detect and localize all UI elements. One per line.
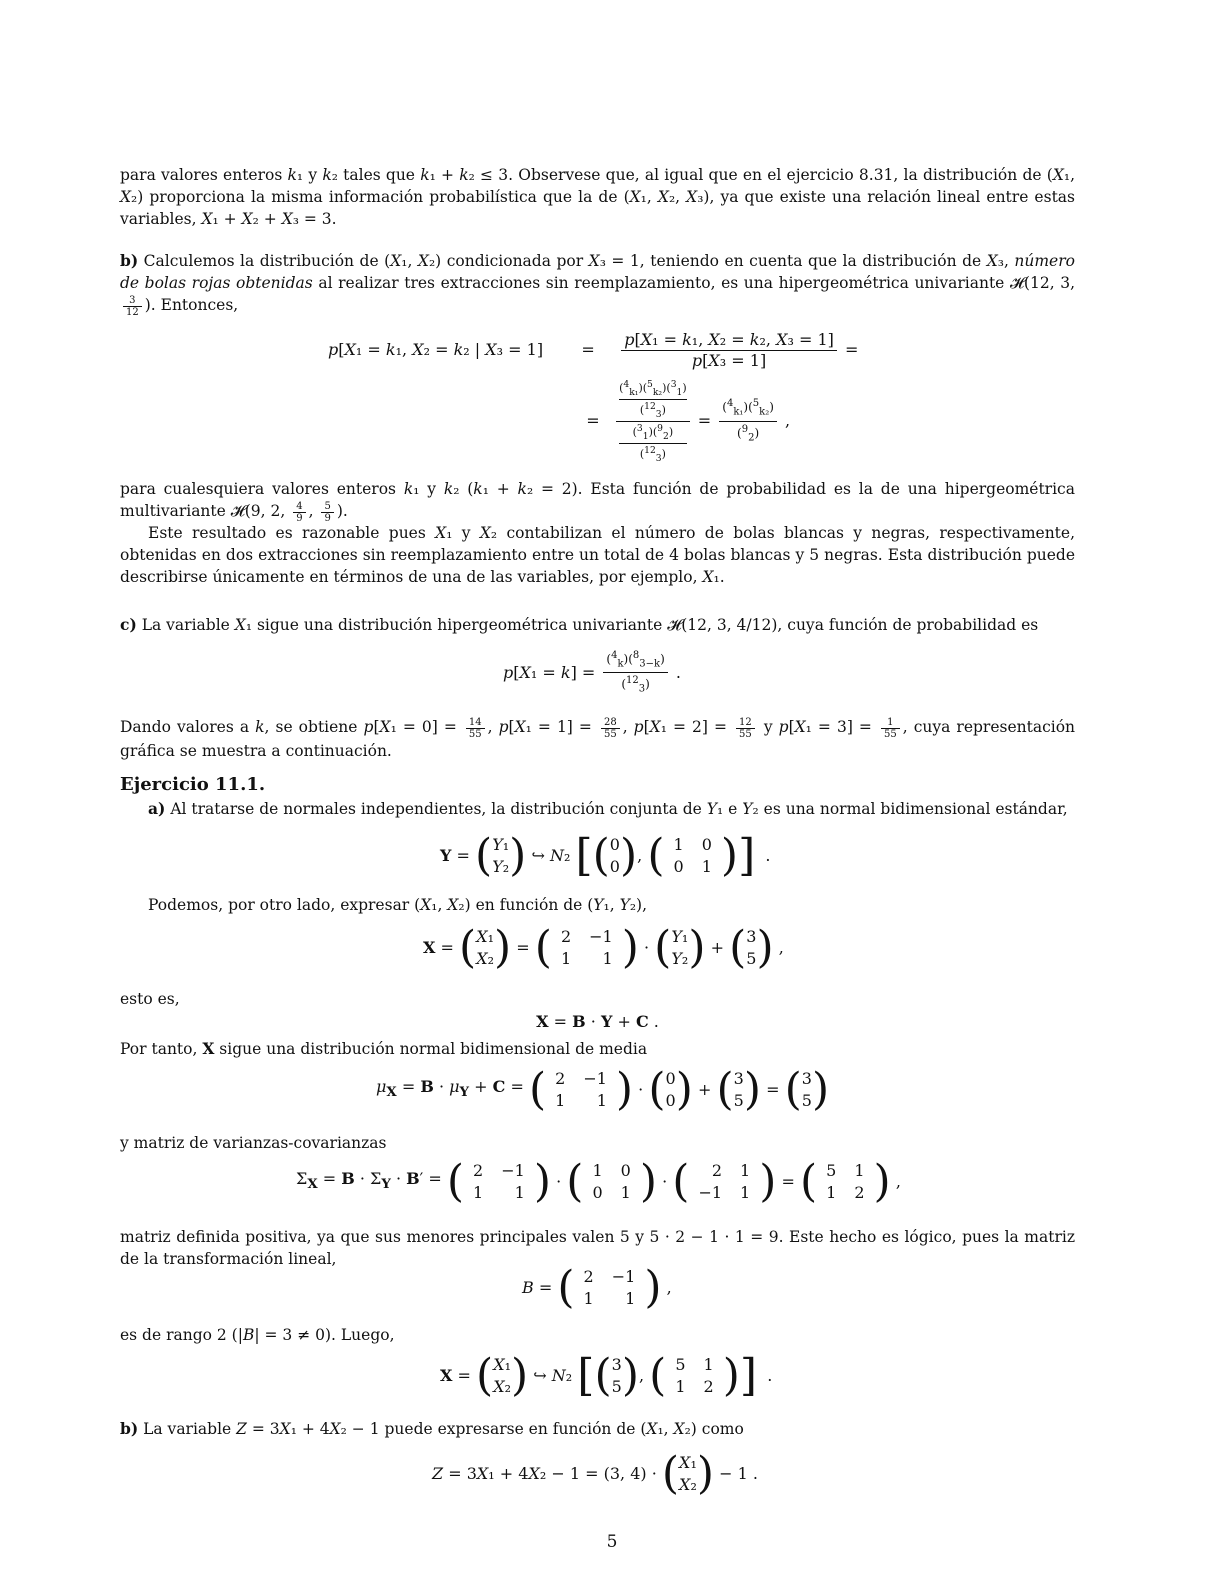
equation-Y-distribution: Y = (Y₁ Y₂) ↪ N₂ [(0 0), ( 1 0 0 1 )] . xyxy=(440,830,771,881)
paragraph-b-intro: b) Calculemos la distribución de (X₁, X₂) condicionada por X₃ = 1, teniendo en cuenta que la distribución de X₃, número de bolas rojas obtenidas al realizar tres extracciones sin reemplazamiento, es una hipergeométrica univariante 𝓗(12, 3, $\frac{3}{12}$ ). Entonces, xyxy=(120,251,1076,318)
paragraph-b-explanation: Este resultado es razonable pues X₁ y X₂ contabilizan el número de bolas blancas y negras, respectivamente, obtenidas en dos extracciones sin reemplazamiento entre un total de 4 bolas blancas y 5 negras. Esta distribución puede describirse únicamente en términos de una de las variables, por ejemplo, X₁. xyxy=(120,524,1076,586)
equation-mean: $\mu_X = B \cdot \mu_Y + C$ = ( 2 −1 1 1 ) · (0 0) + (3 5) = (3 5) xyxy=(376,1064,830,1115)
equation-X-transform: X = (X₁ X₂) = ( 2 −1 1 1 ) · (Y₁ Y₂) + (3 5) , xyxy=(423,922,784,973)
equation-B: B = ( 2 −1 1 1 ) , xyxy=(522,1262,672,1313)
conditional-equation: p[X₁ = k₁, X₂ = k₂ | X₃ = 1] = $\frac{\text{p[X₁ = k₁, X₂ = k₂, X₃ = 1]}}{\text{p[X₃ = 1]}}$ = xyxy=(328,330,859,370)
page-number: 5 xyxy=(606,1532,618,1552)
equation-Z: Z = 3X₁ + 4X₂ − 1 = (3, 4) · (X₁ X₂) − 1 . xyxy=(432,1448,758,1499)
paragraph-c-values: Dando valores a k, se obtiene p[X₁ = 0] = $\frac{14}{55}$ , p[X₁ = 1] = $\frac{28}{55}$ , p[X₁ = 2] = $\frac{12}{55}$ y p[X₁ = 3] = $\frac{1}{55}$ , cuya representación gráfica se muestra a continuación. xyxy=(120,716,1076,760)
paragraph-11h: b) La variable Z = 3X₁ + 4X₂ − 1 puede expresarse en función de (X₁, X₂) como xyxy=(120,1419,744,1438)
paragraph-11b: Podemos, por otro lado, expresar (X₁, X₂) en función de (Y₁, Y₂), xyxy=(148,896,648,914)
paragraph-11c: esto es, xyxy=(120,990,180,1008)
paragraph-11g: es de rango 2 (|B| = 3 ≠ 0). Luego, xyxy=(120,1326,395,1344)
paragraph-b-result: para cualesquiera valores enteros k₁ y k₂ (k₁ + k₂ = 2). Esta función de probabilidad es la de una hipergeométrica multivariante 𝓗(9, 2, $\frac{4}{9}$ , $\frac{5}{9}$ ). xyxy=(120,480,1075,524)
equation-X-distribution: X = (X₁ X₂) ↪ N₂ [(3 5), ( 5 1 1 2 )] . xyxy=(440,1350,773,1401)
paragraph-c-intro: c) La variable X₁ sigue una distribución hipergeométrica univariante 𝓗(12, 3, 4/12), cuya función de probabilidad es xyxy=(120,615,1039,634)
paragraph-11d: Por tanto, X sigue una distribución normal bidimensional de media xyxy=(120,1039,648,1058)
hypergeometric-pmf-equation: p[X₁ = k] = $\frac{(^4_k)(^8_{3-k})}{(^{12}_3)}$ . xyxy=(503,650,681,695)
paragraph-11e: y matriz de varianzas-covarianzas xyxy=(120,1134,387,1152)
paragraph-11f: matriz definida positiva, ya que sus menores principales valen 5 y 5 · 2 − 1 · 1 = 9. Este hecho es lógico, pues la matriz de la transformación lineal, xyxy=(120,1228,1075,1268)
exercise-heading: Ejercicio 11.1. xyxy=(120,774,266,795)
equation-covariance: $\Sigma_X = B \cdot \Sigma_Y \cdot B'$ = ( 2 −1 1 1 ) · ( 1 0 0 1 ) · ( 2 1 −1 1 ) = ( 5 1 1 2 ) , xyxy=(296,1156,901,1207)
equation-XBYC: X = B · Y + C . xyxy=(536,1012,659,1031)
paragraph-11a: a) Al tratarse de normales independientes, la distribución conjunta de Y₁ e Y₂ es una normal bidimensional estándar, xyxy=(148,799,1068,818)
conditional-equation-step2: = ($^4_{k_1}$)($^5_{k_2}$)($^3_1$) ($^{12}_3$) ($^3_1$)($^9_2$) ($^{12}_3$) = $\frac{(^4_{k_1})(^5_{k_2})}{(^9_2)}$ , xyxy=(586,379,791,464)
paragraph-a-conclusion: para valores enteros k₁ y k₂ tales que k₁ + k₂ ≤ 3. Observese que, al igual que en el ejercicio 8.31, la distribución de (X₁, X₂) proporciona la misma información probabilística que la de (X₁, X₂, X₃), ya que existe una relación lineal entre estas variables, X₁ + X₂ + X₃ = 3. xyxy=(120,166,1075,228)
